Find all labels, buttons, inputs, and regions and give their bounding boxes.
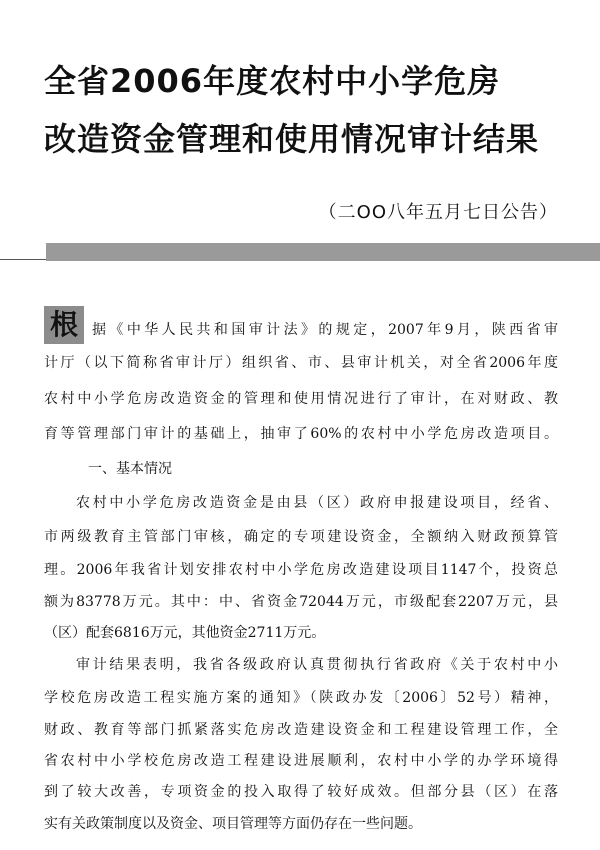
announcement-date: （二OO八年五月七日公告）	[318, 202, 558, 223]
paragraph-3-line: 财政、教育等部门抓紧落实危房改造建设资金和工程建设管理工作，全	[44, 722, 558, 738]
header-divider-line	[0, 259, 46, 260]
paragraph-1-line: 农村中小学危房改造资金的管理和使用情况进行了审计，在对财政、教	[44, 391, 558, 407]
paragraph-2-line: 理。2006年我省计划安排农村中小学危房改造建设项目1147个，投资总	[44, 562, 558, 578]
paragraph-3-line: 实有关政策制度以及资金、项目管理等方面仍存在一些问题。	[44, 816, 422, 832]
paragraph-3-line: 学校危房改造工程实施方案的通知》（陕政办发〔2006〕52号）精神，	[44, 690, 558, 706]
paragraph-3-line: 到了较大改善，专项资金的投入取得了较好成效。但部分县（区）在落	[44, 784, 558, 800]
paragraph-1-line: 据《中华人民共和国审计法》的规定，2007年9月，陕西省审	[92, 322, 558, 338]
paragraph-3-line: 审计结果表明，我省各级政府认真贯彻执行省政府《关于农村中小	[76, 657, 558, 673]
paragraph-2-line: 额为83778万元。其中：中、省资金72044万元，市级配套2207万元，县	[44, 594, 558, 610]
drop-cap: 根	[44, 306, 84, 344]
paragraph-2-line: （区）配套6816万元，其他资金2711万元。	[44, 625, 326, 641]
paragraph-1-line: 育等管理部门审计的基础上，抽审了60%的农村中小学危房改造项目。	[44, 426, 558, 442]
document-title-line-2: 改造资金管理和使用情况审计结果	[44, 120, 540, 158]
paragraph-2-line: 市两级教育主管部门审核，确定的专项建设资金，全额纳入财政预算管	[44, 529, 558, 545]
document-title-line-1: 全省2006年度农村中小学危房	[44, 62, 501, 100]
section-heading-basic-info: 一、基本情况	[88, 461, 172, 477]
paragraph-3-line: 省农村中小学校危房改造工程建设进展顺利，农村中小学的办学环境得	[44, 753, 558, 769]
paragraph-2-line: 农村中小学危房改造资金是由县（区）政府申报建设项目，经省、	[76, 495, 558, 511]
paragraph-1-line: 计厅（以下简称省审计厅）组织省、市、县审计机关，对全省2006年度	[44, 355, 558, 371]
header-divider-bar	[46, 243, 600, 261]
